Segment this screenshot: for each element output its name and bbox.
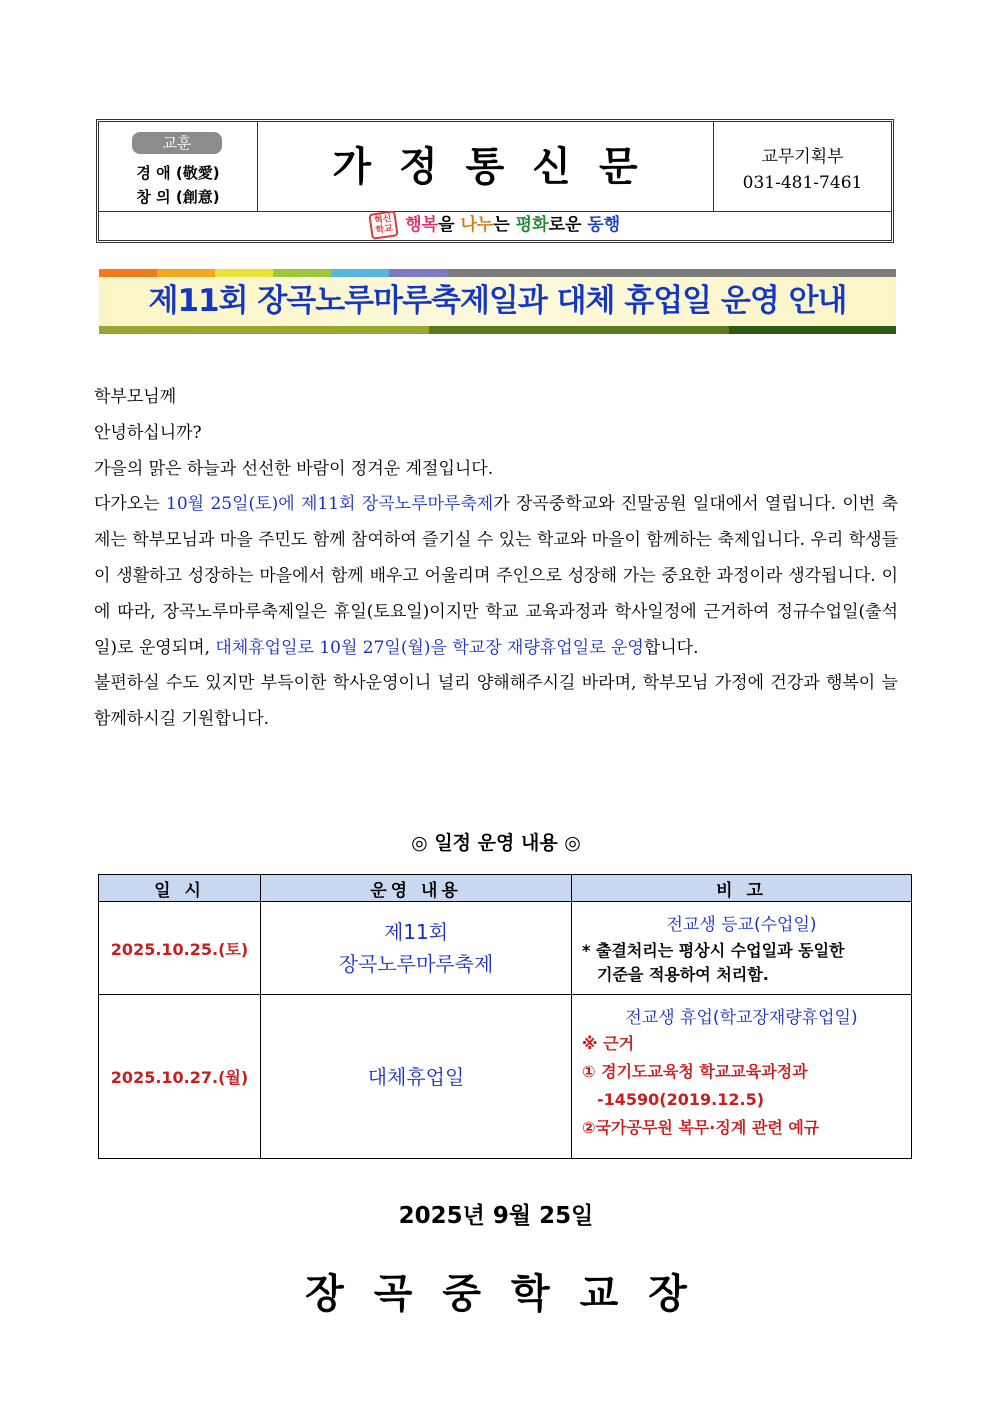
note-line-4: ②국가공무원 복무·징계 관련 예규 xyxy=(582,1118,820,1137)
department-name: 교무기획부 xyxy=(761,147,844,167)
table-row xyxy=(99,902,912,995)
column-header-content: 운영 내용 xyxy=(261,875,572,902)
slogan-word-2: 나누 xyxy=(460,215,494,235)
slogan-word-4: 동행 xyxy=(587,215,621,235)
schedule-title: ◎ 일정 운영 내용 ◎ xyxy=(411,832,581,854)
stripe-segment xyxy=(429,326,729,334)
stripe-segment xyxy=(99,269,157,277)
note-line-3: -14590(2019.12.5) xyxy=(597,1090,765,1109)
principal-signature: 장곡중학교장 xyxy=(305,1270,717,1317)
letter-closing: 불편하실 수도 있지만 부득이한 학사운영이니 널리 양해해주시길 바라며, 학부모님 가정에 건강과 행복이 늘 함께하시길 기원합니다. xyxy=(94,673,898,730)
letter-hello: 안녕하십니까? xyxy=(94,422,202,443)
department-info xyxy=(714,122,891,211)
header-top-row xyxy=(99,122,891,212)
page-title: 가정통신문 xyxy=(257,122,714,211)
banner-bottom-stripes xyxy=(99,326,896,334)
column-header-note: 비 고 xyxy=(572,875,912,902)
stripe-segment xyxy=(389,269,447,277)
row-date: 2025.10.25.(토) xyxy=(99,902,261,995)
note-head: 전교생 등교(수업일) xyxy=(666,915,817,935)
notice-title-banner: 제11회 장곡노루마루축제일과 대체 휴업일 운영 안내 xyxy=(99,277,896,326)
slogan-particle-3: 로운 xyxy=(548,215,588,235)
stripe-segment xyxy=(99,326,429,334)
row-event xyxy=(261,902,572,995)
schedule-table xyxy=(98,874,912,1159)
slogan-particle-1: 을 xyxy=(438,215,461,235)
table-header-row xyxy=(99,875,912,902)
p1-post: 가 장곡중학교와 진말공원 일대에서 열립니다. 이번 축제는 학부모님과 마을 주민도 함께 참여하여 즐기실 수 있는 학교와 마을이 함께하는 축제입니다. 우리 학생들이 생활하고 성장하는 마을에서 함께 배우고 어울리며 주인으로 성장해 가는 중요한 과정이라 생각됩니다. 이에 따라, 장곡노루마루축제일은 휴일(토요일)이지만 학교 교육과정과 학사일정에 근거하여 정규수업일(출석일)로 운영되며, xyxy=(94,494,898,658)
event-line-1: 제11회 xyxy=(383,920,449,944)
p1-highlight-holiday: 대체휴업일로 10월 27일(월)을 학교장 재량휴업일로 운영 xyxy=(215,637,644,658)
event-line-2: 장곡노루마루축제 xyxy=(338,952,494,976)
row-note xyxy=(572,995,912,1159)
note-line-2: 기준을 적용하여 처리함. xyxy=(597,965,769,984)
motto-line-1: 경 애 (敬愛) xyxy=(136,164,220,182)
column-header-date: 일 시 xyxy=(99,875,261,902)
innovation-school-badge xyxy=(368,210,399,240)
stripe-segment xyxy=(215,269,273,277)
row-note xyxy=(572,902,912,995)
department-phone: 031-481-7461 xyxy=(742,173,863,193)
note-line-1: * 출결처리는 평상시 수업일과 동일한 xyxy=(582,941,845,960)
motto-line-2: 창 의 (創意) xyxy=(136,188,220,206)
row-event: 대체휴업일 xyxy=(261,995,572,1159)
stripe-segment xyxy=(157,269,215,277)
note-head: 전교생 휴업(학교장재량휴업일) xyxy=(625,1008,858,1028)
school-motto xyxy=(99,122,258,211)
newsletter-header xyxy=(96,119,894,243)
stripe-segment xyxy=(273,269,331,277)
letter-greeting: 학부모님께 xyxy=(94,387,177,407)
motto-badge: 교훈 xyxy=(132,132,222,154)
p1-highlight-festival: 10월 25일(토)에 제11회 장곡노루마루축제 xyxy=(166,494,494,515)
row-date: 2025.10.27.(월) xyxy=(99,995,261,1159)
p1-pre: 다가오는 xyxy=(94,494,167,515)
note-line-2: ① 경기도교육청 학교교육과정과 xyxy=(582,1062,808,1081)
slogan-word-3: 평화 xyxy=(515,215,549,235)
p1-end: 합니다. xyxy=(643,637,699,658)
school-slogan xyxy=(99,211,891,240)
stripe-segment xyxy=(729,326,896,334)
badge-line-1: 혁신 xyxy=(373,213,393,227)
stripe-segment xyxy=(447,269,896,277)
badge-line-2: 학교 xyxy=(374,223,394,237)
letter-season: 가을의 맑은 하늘과 선선한 바람이 정겨운 계절입니다. xyxy=(94,458,494,479)
issue-date: 2025년 9월 25일 xyxy=(398,1203,594,1229)
stripe-segment xyxy=(331,269,389,277)
banner-color-stripes xyxy=(99,269,896,277)
letter-body xyxy=(94,380,898,738)
slogan-particle-2: 는 xyxy=(493,215,516,235)
letter-paragraph-main xyxy=(94,487,898,666)
slogan-word-1: 행복 xyxy=(405,215,439,235)
table-row xyxy=(99,995,912,1159)
note-line-1: ※ 근거 xyxy=(582,1034,635,1053)
